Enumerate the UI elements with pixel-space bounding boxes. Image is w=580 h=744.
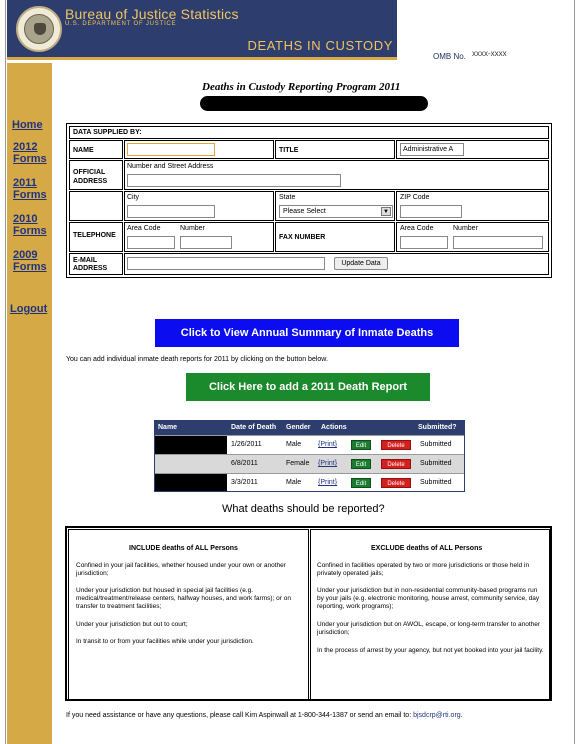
col-submitted: Submitted? (418, 424, 457, 431)
fax-label-cell (275, 222, 395, 252)
zip-label: ZIP Code (400, 194, 430, 201)
chevron-down-icon: ▼ (381, 207, 391, 216)
telephone-label-cell (69, 222, 123, 252)
row-gender: Male (286, 479, 302, 486)
city-field[interactable] (127, 205, 215, 218)
omb-label: OMB No. (433, 52, 466, 61)
footer-text: If you need assistance or have any questions, please call Kim Aspinwall at 1-800-344-1387 or send an email to: (66, 712, 414, 719)
print-link[interactable]: {Print} (318, 460, 338, 467)
number-label: Number (180, 225, 205, 232)
omb-number: xxxx-xxxx (470, 48, 540, 59)
city-cell (124, 191, 274, 221)
official-address-label-line2: ADDRESS (73, 178, 108, 185)
sidebar-item-label: Forms (13, 189, 47, 201)
deaths-table-header (155, 421, 464, 435)
include-column (68, 529, 309, 700)
footer-help (66, 712, 463, 719)
fax-number-label: Number (453, 225, 478, 232)
include-item: Under your jurisdiction but out to court; (76, 621, 188, 628)
sidebar-item-2011-forms[interactable] (13, 177, 47, 201)
exclude-column (310, 529, 550, 700)
sidebar-item-label: 2010 (13, 213, 38, 225)
zip-cell (396, 191, 549, 221)
fax-cell (396, 222, 549, 252)
exclude-item: Under your jurisdiction but on AWOL, escape, or long-term transfer to another jurisdiction; (317, 621, 541, 636)
name-label: NAME (73, 147, 94, 154)
email-cell (124, 253, 549, 275)
edit-button[interactable]: Edit (351, 459, 371, 469)
title-input-cell (396, 140, 549, 159)
fax-area-code-label: Area Code (400, 225, 434, 232)
edit-button[interactable]: Edit (351, 478, 371, 488)
exclude-item: In the process of arrest by your agency, but not yet booked into your jail facility. (317, 647, 544, 654)
sidebar-item-logout[interactable] (10, 303, 47, 315)
add-report-note: You can add individual inmate death reports for 2011 by clicking on the button below. (66, 356, 328, 363)
state-label: State (279, 194, 296, 201)
include-item: Confined in your jail facilities, whether housed under your own or another jurisdiction; (76, 562, 286, 577)
support-email-link[interactable]: bjsdcrp@rti.org (413, 712, 461, 719)
title-label: TITLE (279, 147, 299, 154)
row-date: 3/3/2011 (231, 479, 258, 486)
street-address-field[interactable] (127, 174, 341, 187)
sidebar-item-2009-forms[interactable] (13, 249, 47, 273)
delete-button[interactable]: Delete (381, 459, 411, 469)
official-address-label (73, 168, 107, 186)
sidebar-item-label: Home (12, 119, 43, 131)
exclude-title: EXCLUDE deaths of ALL Persons (371, 545, 483, 552)
delete-button[interactable]: Delete (381, 440, 411, 450)
contact-form (66, 123, 552, 278)
fax-number-field[interactable] (453, 236, 543, 249)
address-label-cell (69, 160, 123, 190)
org-subtitle: U.S. DEPARTMENT OF JUSTICE (65, 21, 177, 27)
title-label-cell (275, 140, 395, 159)
include-item: Under your jurisdiction but housed in special jail facilities (e.g. medical/treatment/release centers, halfway houses, and work farms); or on transfer to treatment facilities; (76, 587, 291, 610)
data-supplied-by-label: DATA SUPPLIED BY: (73, 129, 142, 136)
sidebar-item-2010-forms[interactable] (13, 213, 47, 237)
print-link[interactable]: {Print} (318, 479, 338, 486)
site-header (7, 0, 397, 60)
area-code-label: Area Code (127, 225, 161, 232)
street-label: Number and Street Address (127, 163, 214, 170)
col-date-of-death: Date of Death (231, 424, 277, 431)
col-name: Name (158, 424, 178, 431)
form-header-row (69, 126, 549, 139)
deaths-table (154, 420, 465, 492)
redacted-agency-name (200, 96, 428, 111)
exclude-item: Under your jurisdiction but in non-residential community-based programs run by your jails (e.g. electronic monitoring, house arrest, community service, day reporting, work programs); (317, 587, 540, 610)
include-title: INCLUDE deaths of ALL Persons (129, 545, 238, 552)
phone-area-code-field[interactable] (127, 236, 175, 249)
row-gender: Female (286, 460, 310, 467)
state-select-value: Please Select (283, 208, 326, 215)
sidebar-item-label: Forms (13, 153, 47, 165)
eagle-icon (34, 23, 46, 35)
phone-number-field[interactable] (180, 236, 232, 249)
sidebar-item-label: Logout (10, 303, 48, 315)
sidebar-item-label: Forms (13, 225, 47, 237)
email-label-cell (69, 253, 123, 275)
email-field[interactable] (127, 257, 325, 270)
street-cell (124, 160, 549, 190)
update-data-button[interactable]: Update Data (334, 257, 388, 270)
state-cell (275, 191, 395, 221)
view-annual-summary-button[interactable]: Click to View Annual Summary of Inmate Deaths (155, 319, 459, 347)
title-field[interactable]: Administrative A (400, 143, 464, 156)
row-status: Submitted (420, 460, 452, 467)
main-content (52, 63, 573, 744)
delete-button[interactable]: Delete (381, 478, 411, 488)
sidebar-item-2012-forms[interactable] (13, 141, 47, 165)
state-select[interactable] (279, 205, 393, 218)
name-label-cell (69, 140, 123, 159)
telephone-cell (124, 222, 274, 252)
sidebar-item-label: 2009 (13, 249, 38, 261)
official-address-label-line1: OFFICIAL (73, 169, 106, 176)
fax-label: FAX NUMBER (279, 234, 326, 241)
fax-area-code-field[interactable] (400, 236, 448, 249)
doj-seal-logo (16, 6, 62, 52)
include-item: In transit to or from your facilities while under your jurisdiction. (76, 638, 254, 645)
sidebar-item-home[interactable] (12, 119, 43, 131)
sidebar (7, 63, 52, 744)
reporting-question: What deaths should be reported? (222, 503, 385, 515)
col-gender: Gender (286, 424, 311, 431)
exclude-item: Confined in facilities operated by two or more jurisdictions or those held in privately operated jails; (317, 562, 530, 577)
col-actions: Actions (321, 424, 347, 431)
telephone-label: TELEPHONE (73, 232, 116, 239)
email-label (73, 257, 107, 273)
name-field[interactable] (127, 143, 215, 156)
edit-button[interactable]: Edit (351, 440, 371, 450)
page-title: Deaths in Custody Reporting Program 2011 (202, 81, 401, 93)
city-spacer-cell (69, 191, 123, 221)
table-row (155, 473, 464, 492)
zip-field[interactable] (400, 205, 462, 218)
row-status: Submitted (420, 441, 452, 448)
row-date: 6/8/2011 (231, 460, 258, 467)
email-label-line1: E-MAIL (73, 257, 98, 264)
row-gender: Male (286, 441, 302, 448)
sidebar-item-label: 2011 (13, 177, 37, 189)
name-input-cell (124, 140, 274, 159)
reporting-criteria (65, 526, 552, 701)
table-row (155, 454, 464, 473)
row-date: 1/26/2011 (231, 441, 262, 448)
sidebar-item-label: 2012 (13, 141, 38, 153)
print-link[interactable]: {Print} (318, 441, 338, 448)
footer-end: . (460, 712, 463, 719)
table-row (155, 435, 464, 454)
email-label-line2: ADDRESS (73, 265, 108, 272)
org-title: Bureau of Justice Statistics (65, 6, 239, 22)
add-death-report-button[interactable]: Click Here to add a 2011 Death Report (186, 373, 430, 401)
seal-center (24, 14, 54, 44)
sidebar-item-label: Forms (13, 261, 47, 273)
city-label: City (127, 194, 140, 201)
section-title: DEATHS IN CUSTODY (247, 38, 393, 53)
row-status: Submitted (420, 479, 452, 486)
